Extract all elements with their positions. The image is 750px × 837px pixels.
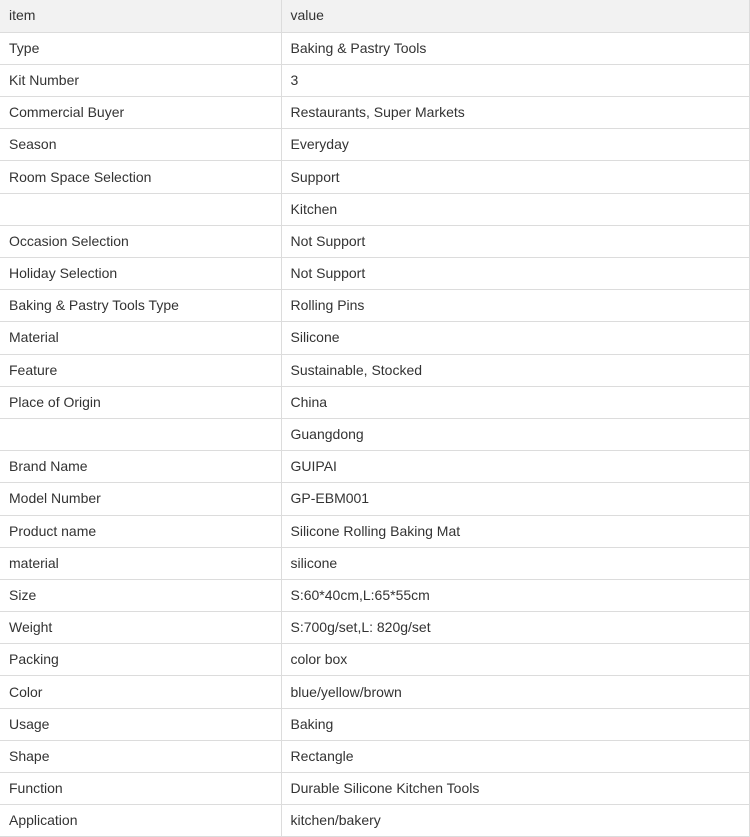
value-cell: Baking bbox=[281, 708, 749, 740]
item-cell: Baking & Pastry Tools Type bbox=[0, 290, 281, 322]
item-cell: Model Number bbox=[0, 483, 281, 515]
table-row bbox=[0, 676, 749, 708]
header-item-cell: item bbox=[0, 0, 281, 32]
value-cell: GUIPAI bbox=[281, 451, 749, 483]
item-cell: Commercial Buyer bbox=[0, 97, 281, 129]
table-row bbox=[0, 161, 749, 193]
table-row bbox=[0, 708, 749, 740]
value-cell: Not Support bbox=[281, 258, 749, 290]
table-header-row bbox=[0, 0, 749, 32]
table-row bbox=[0, 225, 749, 257]
value-cell: Rectangle bbox=[281, 740, 749, 772]
table-row bbox=[0, 129, 749, 161]
item-cell: Feature bbox=[0, 354, 281, 386]
item-cell bbox=[0, 193, 281, 225]
item-cell: Kit Number bbox=[0, 64, 281, 96]
table-row bbox=[0, 451, 749, 483]
value-cell: GP-EBM001 bbox=[281, 483, 749, 515]
table-row bbox=[0, 515, 749, 547]
value-cell: Restaurants, Super Markets bbox=[281, 97, 749, 129]
item-cell: Place of Origin bbox=[0, 386, 281, 418]
item-cell: Weight bbox=[0, 612, 281, 644]
table-row bbox=[0, 612, 749, 644]
item-cell: Function bbox=[0, 773, 281, 805]
value-cell: Everyday bbox=[281, 129, 749, 161]
table-row bbox=[0, 193, 749, 225]
value-cell: China bbox=[281, 386, 749, 418]
table-row bbox=[0, 483, 749, 515]
table-row bbox=[0, 547, 749, 579]
item-cell: Shape bbox=[0, 740, 281, 772]
item-cell: Product name bbox=[0, 515, 281, 547]
item-cell: Application bbox=[0, 805, 281, 837]
table-row bbox=[0, 579, 749, 611]
item-cell: Room Space Selection bbox=[0, 161, 281, 193]
value-cell: Rolling Pins bbox=[281, 290, 749, 322]
item-cell: Occasion Selection bbox=[0, 225, 281, 257]
table-row bbox=[0, 354, 749, 386]
item-cell bbox=[0, 418, 281, 450]
value-cell: silicone bbox=[281, 547, 749, 579]
value-cell: Guangdong bbox=[281, 418, 749, 450]
item-cell: material bbox=[0, 547, 281, 579]
value-cell: Durable Silicone Kitchen Tools bbox=[281, 773, 749, 805]
table-row bbox=[0, 644, 749, 676]
table-row bbox=[0, 322, 749, 354]
header-value-cell: value bbox=[281, 0, 749, 32]
item-cell: Type bbox=[0, 32, 281, 64]
value-cell: Kitchen bbox=[281, 193, 749, 225]
table-row bbox=[0, 32, 749, 64]
item-cell: Color bbox=[0, 676, 281, 708]
table-row bbox=[0, 773, 749, 805]
value-cell: kitchen/bakery bbox=[281, 805, 749, 837]
value-cell: Silicone Rolling Baking Mat bbox=[281, 515, 749, 547]
table-row bbox=[0, 290, 749, 322]
item-cell: Material bbox=[0, 322, 281, 354]
table-row bbox=[0, 64, 749, 96]
value-cell: 3 bbox=[281, 64, 749, 96]
table-row bbox=[0, 97, 749, 129]
value-cell: Sustainable, Stocked bbox=[281, 354, 749, 386]
item-cell: Packing bbox=[0, 644, 281, 676]
table-row bbox=[0, 258, 749, 290]
value-cell: S:700g/set,L: 820g/set bbox=[281, 612, 749, 644]
value-cell: Support bbox=[281, 161, 749, 193]
value-cell: Silicone bbox=[281, 322, 749, 354]
table-row bbox=[0, 418, 749, 450]
value-cell: blue/yellow/brown bbox=[281, 676, 749, 708]
item-cell: Brand Name bbox=[0, 451, 281, 483]
item-cell: Season bbox=[0, 129, 281, 161]
value-cell: Baking & Pastry Tools bbox=[281, 32, 749, 64]
table-row bbox=[0, 386, 749, 418]
item-cell: Holiday Selection bbox=[0, 258, 281, 290]
value-cell: S:60*40cm,L:65*55cm bbox=[281, 579, 749, 611]
value-cell: color box bbox=[281, 644, 749, 676]
value-cell: Not Support bbox=[281, 225, 749, 257]
item-cell: Size bbox=[0, 579, 281, 611]
table-row bbox=[0, 740, 749, 772]
table-row bbox=[0, 805, 749, 837]
item-cell: Usage bbox=[0, 708, 281, 740]
